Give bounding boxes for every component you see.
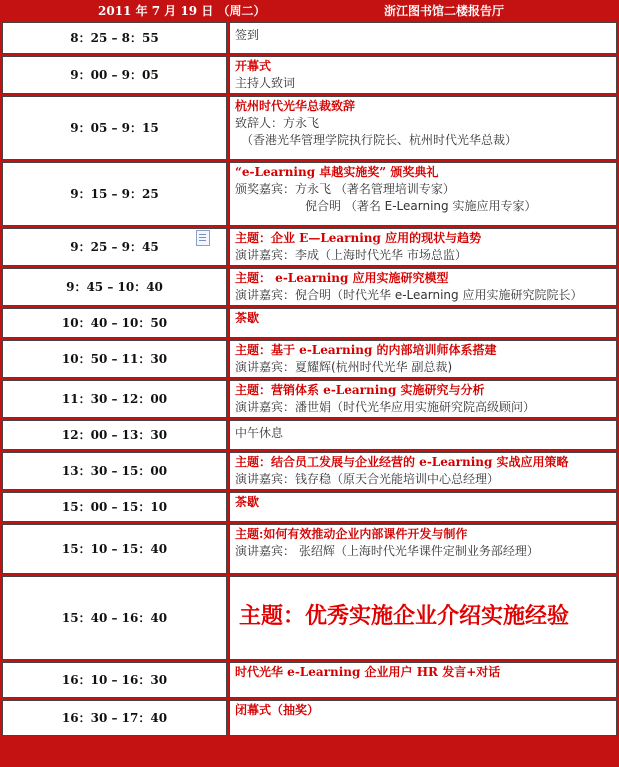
session-title: 主题： e-Learning 应用实施研究模型 <box>235 271 449 285</box>
session-cell <box>229 340 617 378</box>
schedule-row <box>2 492 617 522</box>
time-cell: 15：10 – 15：40 <box>2 524 227 574</box>
time-cell: 9：15 – 9：25 <box>2 162 227 226</box>
session-title: 主题：企业 E—Learning 应用的现状与趋势 <box>235 231 482 245</box>
session-title: 主题：结合员工发展与企业经营的 e-Learning 实战应用策略 <box>235 455 569 469</box>
session-detail: 主持人致词 <box>235 76 296 90</box>
time-cell: 12：00 – 13：30 <box>2 420 227 450</box>
session-cell <box>229 228 617 266</box>
session-title: 闭幕式（抽奖） <box>235 703 320 717</box>
schedule-header <box>0 0 619 20</box>
time-cell: 15：00 – 15：10 <box>2 492 227 522</box>
session-cell <box>229 662 617 698</box>
session-cell <box>229 452 617 490</box>
time-cell: 9：45 – 10：40 <box>2 268 227 306</box>
session-cell <box>229 524 617 574</box>
event-venue: 浙江图书馆二楼报告厅 <box>384 4 505 18</box>
session-detail: 演讲嘉宾：李成（上海时代光华 市场总监） <box>235 248 467 262</box>
schedule-table <box>0 20 619 738</box>
note-icon[interactable] <box>196 230 210 246</box>
session-title: 茶歇 <box>235 311 260 325</box>
session-cell <box>229 380 617 418</box>
session-cell <box>229 308 617 338</box>
session-cell <box>229 420 617 450</box>
time-cell: 9：00 – 9：05 <box>2 56 227 94</box>
session-cell <box>229 22 617 54</box>
session-title: 主题:如何有效推动企业内部课件开发与制作 <box>235 527 468 541</box>
session-cell <box>229 56 617 94</box>
session-title: “e-Learning 卓越实施奖” 颁奖典礼 <box>235 165 439 179</box>
schedule-row <box>2 700 617 736</box>
session-cell <box>229 162 617 226</box>
schedule-row <box>2 22 617 54</box>
schedule-row <box>2 308 617 338</box>
schedule-row <box>2 56 617 94</box>
event-date: 2011 年 7 月 19 日 （周二） <box>98 4 266 18</box>
page-footer-bar <box>0 757 619 767</box>
time-cell: 11：30 – 12：00 <box>2 380 227 418</box>
time-cell: 10：40 – 10：50 <box>2 308 227 338</box>
schedule-row <box>2 340 617 378</box>
schedule-row <box>2 662 617 698</box>
schedule-row <box>2 162 617 226</box>
time-cell: 9：05 – 9：15 <box>2 96 227 160</box>
session-detail: 演讲嘉宾：夏耀辉(杭州时代光华 副总裁) <box>235 360 453 374</box>
time-cell: 9：25 – 9：45 <box>2 228 227 266</box>
time-cell: 15：40 – 16：40 <box>2 576 227 660</box>
time-cell: 10：50 – 11：30 <box>2 340 227 378</box>
schedule-row <box>2 452 617 490</box>
schedule-row <box>2 228 617 266</box>
schedule-row <box>2 380 617 418</box>
session-cell <box>229 492 617 522</box>
session-cell <box>229 96 617 160</box>
session-title: 主题：营销体系 e-Learning 实施研究与分析 <box>235 383 485 397</box>
time-cell: 16：30 – 17：40 <box>2 700 227 736</box>
session-title: 主题：基于 e-Learning 的内部培训师体系搭建 <box>235 343 497 357</box>
session-title: 开幕式 <box>235 59 272 73</box>
time-cell: 13：30 – 15：00 <box>2 452 227 490</box>
session-title-large: 主题：优秀实施企业介绍实施经验 <box>239 603 570 629</box>
session-title: 杭州时代光华总裁致辞 <box>235 99 356 113</box>
session-detail: 演讲嘉宾： 张绍辉（上海时代光华课件定制业务部经理） <box>235 544 539 558</box>
session-detail: 致辞人：方永飞 <box>235 116 320 130</box>
session-detail: （香港光华管理学院执行院长、杭州时代光华总裁） <box>241 133 518 147</box>
time-cell: 16：10 – 16：30 <box>2 662 227 698</box>
session-detail: 演讲嘉宾：潘世娟（时代光华应用实施研究院高级顾问） <box>235 400 536 414</box>
session-title: 时代光华 e-Learning 企业用户 HR 发言+对话 <box>235 665 501 679</box>
time-cell: 8：25 – 8：55 <box>2 22 227 54</box>
schedule-row <box>2 268 617 306</box>
session-detail: 倪合明 （著名 E-Learning 实施应用专家） <box>305 199 537 213</box>
session-cell <box>229 576 617 660</box>
session-detail: 颁奖嘉宾：方永飞 （著名管理培训专家） <box>235 182 455 196</box>
schedule-row <box>2 96 617 160</box>
schedule-row <box>2 420 617 450</box>
session-cell <box>229 700 617 736</box>
session-detail: 演讲嘉宾：倪合明（时代光华 e-Learning 应用实施研究院院长） <box>235 288 583 302</box>
session-detail: 演讲嘉宾：钱存稳（原天合光能培训中心总经理） <box>235 472 500 486</box>
schedule-row <box>2 524 617 574</box>
session-text: 中午休息 <box>235 426 284 440</box>
session-title: 茶歇 <box>235 495 260 509</box>
schedule-row <box>2 576 617 660</box>
session-text: 签到 <box>235 28 260 42</box>
schedule-table-wrapper <box>0 20 619 738</box>
session-cell <box>229 268 617 306</box>
